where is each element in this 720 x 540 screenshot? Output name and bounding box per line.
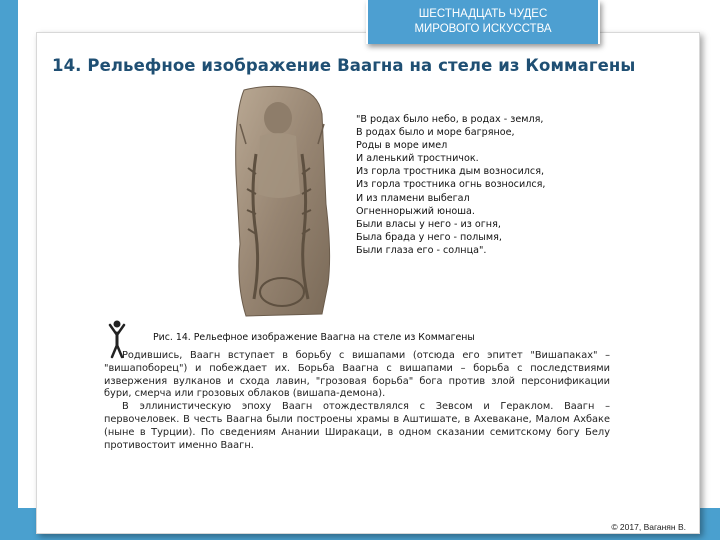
poem-line: Были власы у него - из огня, [356, 218, 501, 230]
body-text [104, 350, 610, 452]
poem-line: Огненнорыжий юноша. [356, 205, 475, 217]
figure-caption: Рис. 14. Рельефное изображение Ваагна на стеле из Коммагены [153, 332, 475, 343]
poem-line: Была брада у него - полымя, [356, 231, 502, 243]
copyright-note: © 2017, Ваганян В. [611, 522, 686, 532]
body-paragraph-1: Родившись, Ваагн вступает в борьбу с вишапами (отсюда его эпитет "Вишапаках" – "вишапоборец") и побеждает их. Борьба Ваагна с вишапами – борьба с последствиями извержения вулканов и схода лавин, "грозовая борьба" бога против злой персонификации бури, смерча или грозовых облаков (вишапа-демона). [104, 350, 610, 400]
slide-title: 14. Рельефное изображение Ваагна на стеле из Коммагены [52, 56, 636, 75]
header-banner [366, 0, 600, 44]
poem-line: Из горла тростника огнь возносился, [356, 179, 546, 191]
poem-line: Роды в море имел [356, 140, 448, 152]
poem-line: "В родах было небо, в родах - земля, [356, 114, 544, 125]
poem-line: Были глаза его - солнца". [356, 244, 487, 256]
body-paragraph-2: В эллинистическую эпоху Ваагн отождествлялся с Зевсом и Гераклом. Ваагн – первочеловек. В честь Ваагна были построены храмы в Аштишате, в Ахеваканe, Малом Ахбаке (ныне в Турции). По сведениям Анании Ширакаци, в одном сказании семитскому богу Белу противостоит именно Ваагн. [104, 401, 610, 451]
poem-line: И из пламени выбегал [356, 192, 470, 204]
poem-line: Из горла тростника дым возносился, [356, 166, 545, 178]
poem-line: И аленький тростничок. [356, 153, 479, 165]
header-line-2: МИРОВОГО ИСКУССТВА [414, 23, 552, 35]
content-frame [36, 32, 700, 534]
left-accent-bar [0, 0, 18, 540]
poem-line: В родах было и море багряное, [356, 127, 515, 139]
header-line-1: ШЕСТНАДЦАТЬ ЧУДЕС [418, 8, 548, 20]
poem-text [356, 113, 616, 257]
stele-image [226, 84, 342, 318]
